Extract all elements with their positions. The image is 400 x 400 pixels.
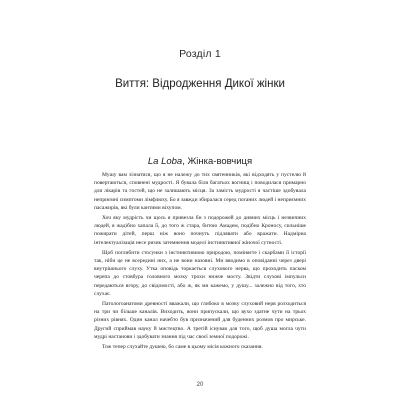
page-number: 20	[196, 382, 204, 388]
paragraph: Патологоанатоми древності вважали, що глибоко в мозку слуховий нерв розходиться на три чи більше каналів. Виходить, вони припускали, що вухо здатне чути на трьох різних рівнях. Один канал начебто був призначений для буденних розмов про мирське. Другий сприймав науку й мистецтво. А третій існував для того, щоб душа могла чути мудрі настанови і здобувати знання під час своєї земної подорожі.	[94, 301, 306, 340]
paragraph: Мушу вам зізнатися, що я не належу до тих святенників, які відходять у пустелю й повертаються, сповнені мудрості. Я бувала біля багатьох вогнищ і поводилася примарно для лікарів та гостей, що не залишають місця. За замість мудрості я частіше здобувала неприємні симптоми лімфлюху. Бо я завжди збиралася серед поганих людей і неприємних пасажирів, які були кантими віхупом.	[94, 172, 306, 211]
chapter-label: Розділ 1	[179, 48, 221, 60]
section-title	[0, 156, 400, 167]
chapter-title: Виття: Відродження Дикої жінки	[115, 78, 285, 90]
body-text	[94, 171, 306, 351]
section-title-rest: , Жінка-вовчиця	[182, 156, 253, 167]
paragraph: Щоб поглибити стосунки з інстинктивною природою, поміняєте і скарбами її історії так, ніби це не всередині них, а не вони назовні. Ми вводимо в оповіданні через двері внутрішнього слуху. Утка оповідь торкається слухового нерва, що проходить паском черепа до стовбура головного мозку трохи нижче мосту. Звідти слухові імпульси передаються вгору, до свідомості, або ж, як ми кажемо, у душу... залежно від того, хто слухає.	[94, 249, 306, 297]
section-title-main: La Loba	[147, 156, 183, 167]
paragraph: Хоч яку мудрість чи щось я привезла би з подорожей до дивних місць і незвичних людей, я жадібно хапала її, до того ж стара, битою Амадем, подібно Кроносу, сильніше пожирати дітей, перш ніж воно почнуть підлявати або вражати. Надмірна інтелектуалізація несе ризик затемнення моделі інстинктивної жіночої сутності.	[94, 215, 306, 246]
paragraph: Тож тепер слухайте душею, бо саме в цьому місія кожного сказання.	[102, 344, 263, 351]
